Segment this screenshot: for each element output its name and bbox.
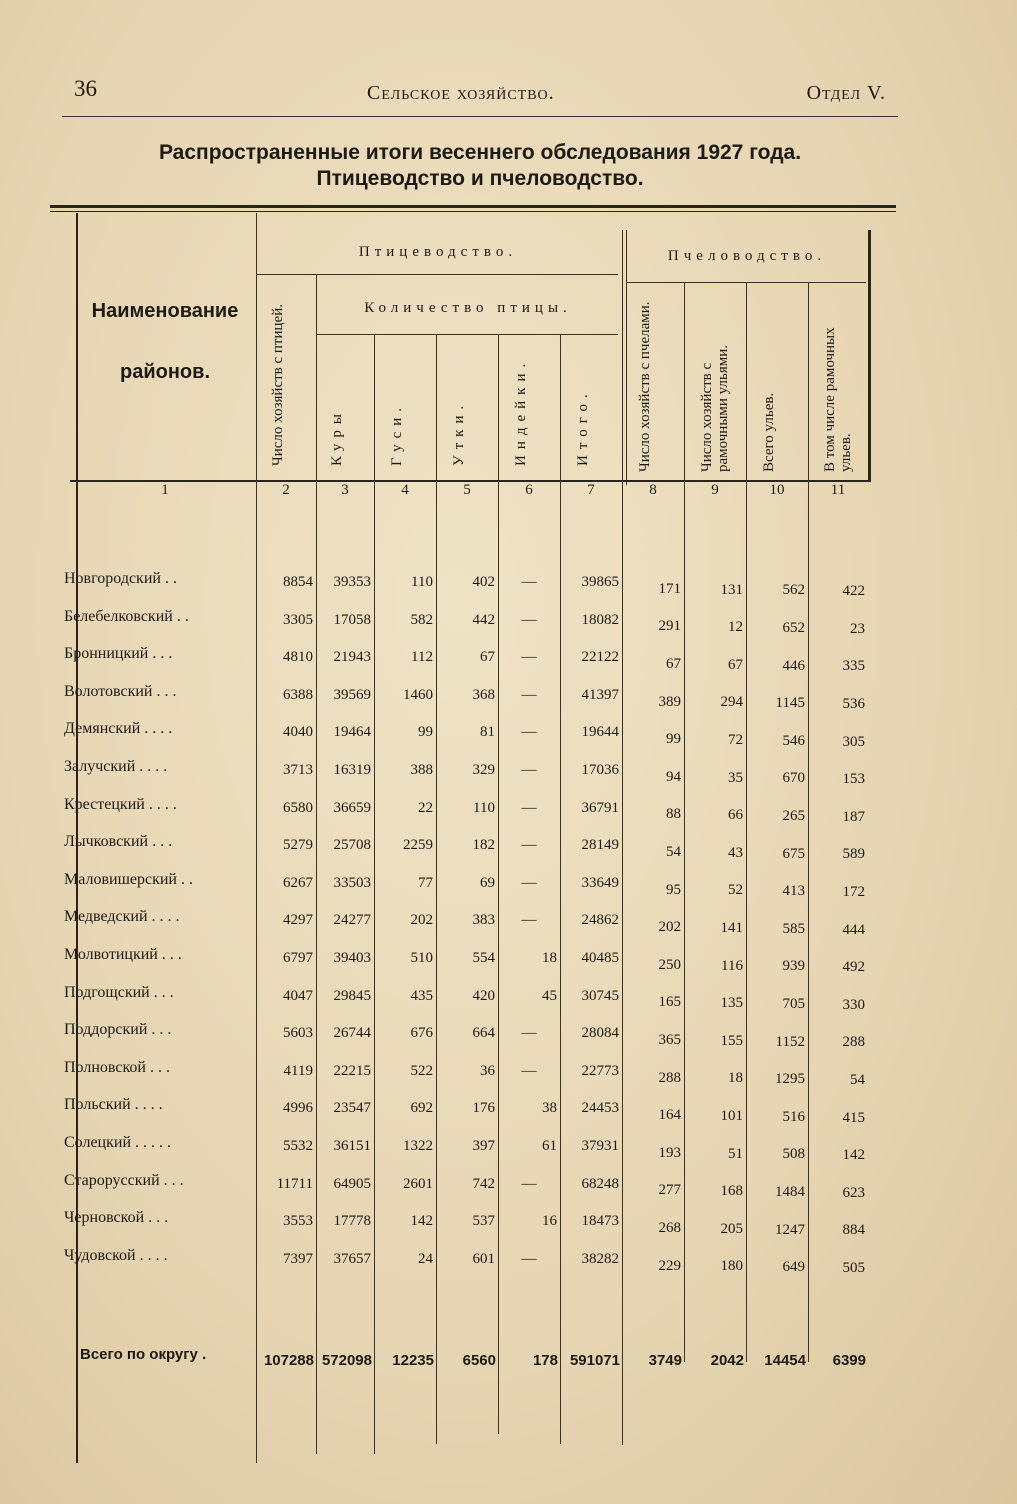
table-cell: 19464 xyxy=(333,724,371,741)
right-border xyxy=(868,230,871,482)
table-cell: 335 xyxy=(842,658,865,675)
table-cell: 176 xyxy=(472,1100,495,1117)
table-cell: 446 xyxy=(782,657,805,674)
table-cell: 22122 xyxy=(581,649,619,666)
title-line-2: Птицеводство и пчеловодство. xyxy=(316,167,644,190)
table-cell: 508 xyxy=(782,1146,805,1163)
table-cell: 2601 xyxy=(403,1175,433,1192)
table-cell: 69 xyxy=(480,874,495,891)
column-header-5: Утки. xyxy=(451,399,467,466)
column-number: 6 xyxy=(525,482,533,498)
running-title: Сельское хозяйство. xyxy=(367,82,555,104)
table-cell: 25708 xyxy=(333,837,371,854)
district-name: Медведский . . . . xyxy=(64,908,180,926)
column-number: 4 xyxy=(401,482,409,498)
table-cell: 23 xyxy=(850,620,865,637)
table-cell: 546 xyxy=(782,732,805,749)
table-cell: 95 xyxy=(666,881,681,898)
table-cell: 676 xyxy=(410,1025,433,1042)
table-cell: 68248 xyxy=(581,1175,619,1192)
table-cell: 16 xyxy=(542,1213,557,1230)
table-cell: 623 xyxy=(842,1184,865,1201)
table-cell: 939 xyxy=(782,958,805,975)
table-cell: 18082 xyxy=(581,611,619,628)
table-cell: 1460 xyxy=(403,686,433,703)
table-cell: 110 xyxy=(473,799,495,816)
table-cell: 582 xyxy=(410,611,433,628)
table-cell: 389 xyxy=(658,693,681,710)
total-cell: 572098 xyxy=(321,1352,372,1369)
table-cell: 413 xyxy=(782,883,805,900)
column-header-9: Число хозяйств с рамочными ульями. xyxy=(699,344,731,472)
table-cell: 61 xyxy=(542,1138,557,1154)
table-cell: 24 xyxy=(418,1250,433,1267)
section-label: Отдел V. xyxy=(806,82,886,104)
column-header-11: В том числе рамочных ульев. xyxy=(822,327,854,472)
table-title xyxy=(60,140,900,192)
table-cell: 368 xyxy=(472,686,495,703)
table-cell: 110 xyxy=(411,574,433,590)
row-header-line-2: районов. xyxy=(120,361,210,383)
district-name: Маловишерский . . xyxy=(64,870,193,888)
table-cell: 2259 xyxy=(403,837,433,854)
page-number: 36 xyxy=(74,76,97,101)
table-cell: 444 xyxy=(842,921,865,938)
title-line-1: Распространенные итоги весеннего обследования 1927 года. xyxy=(158,141,802,164)
column-divider xyxy=(374,334,375,1454)
table-cell: 8854 xyxy=(283,574,313,590)
table-cell: — xyxy=(521,724,537,741)
column-header-2: Число хозяйств с птицей. xyxy=(270,304,286,466)
table-cell: 670 xyxy=(782,770,805,787)
table-cell: 67 xyxy=(728,656,743,673)
table-cell: 562 xyxy=(782,582,805,599)
running-header xyxy=(62,72,898,117)
table-cell: 131 xyxy=(720,581,743,598)
column-divider xyxy=(626,230,627,485)
table-cell: 33503 xyxy=(333,874,371,891)
table-cell: 435 xyxy=(410,987,433,1004)
table-cell: 187 xyxy=(842,808,865,825)
district-name: Залучский . . . . xyxy=(64,758,168,775)
table-cell: 6580 xyxy=(283,799,313,816)
table-cell: 649 xyxy=(782,1259,805,1276)
table-cell: 4297 xyxy=(283,912,313,929)
table-cell: 202 xyxy=(410,912,433,929)
table-cell: — xyxy=(521,874,537,891)
table-cell: 43 xyxy=(728,844,743,861)
table-cell: 1152 xyxy=(775,1033,805,1050)
table-cell: — xyxy=(521,912,537,929)
table-cell: 3305 xyxy=(283,611,313,628)
table-cell: 52 xyxy=(728,882,743,899)
table-cell: 94 xyxy=(666,768,681,785)
table-cell: 16319 xyxy=(333,762,371,778)
district-name: Солецкий . . . . . xyxy=(64,1134,172,1151)
table-cell: 1247 xyxy=(775,1221,805,1238)
district-name: Полновской . . . xyxy=(64,1058,170,1076)
table-cell: 40485 xyxy=(581,950,619,966)
column-header-10: Всего ульев. xyxy=(761,392,777,472)
table-cell: 51 xyxy=(728,1145,743,1162)
district-name: Старорусский . . . xyxy=(64,1171,184,1189)
table-cell: 39403 xyxy=(333,950,371,966)
table-cell: 585 xyxy=(782,920,805,937)
table-cell: 77 xyxy=(418,874,433,891)
table-cell: 265 xyxy=(782,808,805,824)
table-cell: 39569 xyxy=(333,686,371,703)
table-cell: 29845 xyxy=(333,987,371,1004)
birds-subgroup-line xyxy=(316,334,618,335)
district-name: Чудовской . . . . xyxy=(64,1246,168,1264)
table-cell: 422 xyxy=(842,583,865,600)
table-cell: 164 xyxy=(658,1107,681,1124)
table-cell: 11711 xyxy=(276,1175,313,1192)
table-cell: 21943 xyxy=(333,649,371,666)
table-cell: 28149 xyxy=(581,837,619,854)
table-cell: 37931 xyxy=(581,1138,619,1154)
table-cell: 365 xyxy=(658,1032,681,1048)
table-cell: 17036 xyxy=(581,762,619,778)
table-cell: 291 xyxy=(658,618,681,635)
table-cell: 4040 xyxy=(283,724,313,741)
column-number: 7 xyxy=(587,482,595,498)
table-cell: 589 xyxy=(842,846,865,863)
table-cell: 22 xyxy=(418,799,433,816)
top-rule xyxy=(50,205,896,208)
table-cell: 330 xyxy=(842,996,865,1013)
table-cell: 153 xyxy=(842,771,865,788)
district-name: Молвотицкий . . . xyxy=(64,946,182,963)
table-cell: — xyxy=(521,1062,537,1079)
table-cell: 18 xyxy=(542,950,557,966)
table-cell: 142 xyxy=(842,1147,865,1164)
column-number: 11 xyxy=(830,482,846,498)
table-cell: 536 xyxy=(842,696,865,712)
table-cell: 33649 xyxy=(581,874,619,891)
district-name: Бронницкий . . . xyxy=(64,645,173,663)
column-header-7: Итого. xyxy=(575,388,591,466)
column-header-6: Индейки. xyxy=(513,357,529,466)
table-cell: — xyxy=(521,837,537,854)
table-cell: — xyxy=(521,611,537,628)
table-cell: 36659 xyxy=(333,799,371,816)
table-cell: — xyxy=(521,574,537,590)
table-cell: 4996 xyxy=(283,1100,313,1117)
poultry-group-header: Птицеводство. xyxy=(358,244,518,260)
table-cell: 22215 xyxy=(333,1062,371,1079)
poultry-group-line xyxy=(256,274,618,275)
table-cell: 288 xyxy=(658,1069,681,1086)
table-cell: 664 xyxy=(472,1025,495,1042)
total-cell: 6399 xyxy=(832,1352,866,1369)
district-name: Демянский . . . . xyxy=(64,720,173,738)
table-cell: 24453 xyxy=(581,1100,619,1117)
table-cell: 4810 xyxy=(283,649,313,666)
table-cell: 402 xyxy=(472,574,495,590)
table-cell: 99 xyxy=(666,731,681,748)
table-cell: 510 xyxy=(410,950,433,966)
table-cell: 38 xyxy=(542,1100,557,1117)
table-cell: 172 xyxy=(842,884,865,900)
table-cell: 116 xyxy=(721,957,743,974)
table-cell: 165 xyxy=(658,994,681,1011)
table-cell: 168 xyxy=(720,1183,743,1200)
table-cell: 37657 xyxy=(333,1250,371,1267)
table-cell: 229 xyxy=(658,1257,681,1274)
table-cell: 202 xyxy=(658,919,681,936)
table-cell: 81 xyxy=(480,724,495,741)
table-cell: 652 xyxy=(782,620,805,636)
table-cell: 6388 xyxy=(283,686,313,703)
column-header-4: Гуси. xyxy=(389,401,405,466)
table-cell: 180 xyxy=(720,1258,743,1275)
table-cell: 4047 xyxy=(283,987,313,1004)
district-name: Новгородский . . xyxy=(64,570,177,587)
table-cell: 36791 xyxy=(581,799,619,816)
table-cell: 182 xyxy=(472,837,495,854)
bees-group-header: Пчеловодство. xyxy=(667,248,827,264)
table-cell: 112 xyxy=(411,649,433,666)
table-cell: 28084 xyxy=(581,1025,619,1042)
table-cell: 18 xyxy=(728,1070,743,1087)
district-name: Польский . . . . xyxy=(64,1096,163,1114)
table-cell: 22773 xyxy=(581,1062,619,1079)
district-name: Крестецкий . . . . xyxy=(64,795,177,813)
table-cell: 45 xyxy=(542,987,557,1004)
table-cell: 66 xyxy=(728,807,743,824)
table-cell: 288 xyxy=(842,1034,865,1051)
table-cell: 537 xyxy=(472,1213,495,1230)
row-header xyxy=(80,300,250,384)
table-cell: 35 xyxy=(728,769,743,786)
district-name: Белебелковский . . xyxy=(64,607,189,625)
table-cell: 268 xyxy=(658,1220,681,1236)
table-cell: 250 xyxy=(658,956,681,973)
table-cell: 705 xyxy=(782,996,805,1012)
table-cell: 329 xyxy=(472,762,495,778)
table-cell: 7397 xyxy=(283,1250,313,1267)
district-name: Волотовский . . . xyxy=(64,682,177,700)
table-cell: 23547 xyxy=(333,1100,371,1117)
table-cell: 41397 xyxy=(581,686,619,703)
table-cell: 171 xyxy=(658,580,681,597)
table-cell: 36 xyxy=(480,1062,495,1079)
table-cell: — xyxy=(521,762,537,778)
column-number: 1 xyxy=(161,482,169,498)
column-divider xyxy=(316,274,317,1454)
table-cell: 19644 xyxy=(581,724,619,741)
column-header-3: Куры xyxy=(329,408,345,466)
district-name: Лычковский . . . xyxy=(64,833,173,851)
total-cell: 6560 xyxy=(462,1352,496,1369)
table-cell: 1484 xyxy=(775,1184,805,1200)
total-cell: 107288 xyxy=(263,1352,314,1369)
table-cell: 72 xyxy=(728,732,743,748)
total-cell: 14454 xyxy=(764,1352,806,1369)
table-cell: — xyxy=(521,1250,537,1267)
table-cell: 442 xyxy=(472,611,495,628)
table-cell: 5603 xyxy=(283,1025,313,1042)
table-cell: 30745 xyxy=(581,987,619,1004)
table-cell: 205 xyxy=(720,1220,743,1237)
table-cell: — xyxy=(521,799,537,816)
table-cell: 505 xyxy=(842,1260,865,1276)
column-number: 8 xyxy=(649,482,657,498)
table-cell: 5279 xyxy=(283,837,313,854)
table-cell: 415 xyxy=(842,1109,865,1126)
table-cell: 388 xyxy=(410,762,433,778)
table-cell: 54 xyxy=(850,1072,865,1088)
table-cell: 18473 xyxy=(581,1213,619,1230)
total-cell: 178 xyxy=(532,1352,558,1369)
total-cell: 2042 xyxy=(710,1352,744,1369)
table-cell: 305 xyxy=(842,733,865,750)
table-cell: 1295 xyxy=(775,1071,805,1088)
table-cell: 155 xyxy=(720,1032,743,1049)
table-cell: — xyxy=(521,686,537,703)
table-cell: 1145 xyxy=(775,695,805,712)
total-label: Всего по округу . xyxy=(80,1346,207,1363)
table-cell: 6267 xyxy=(283,874,313,891)
table-cell: 3713 xyxy=(283,762,313,778)
row-header-line-1: Наименование xyxy=(91,300,239,322)
table-cell: 38282 xyxy=(581,1250,619,1267)
table-cell: 24277 xyxy=(333,912,371,929)
table-cell: 383 xyxy=(472,912,495,929)
table-cell: 24862 xyxy=(581,912,619,929)
table-cell: 6797 xyxy=(283,950,313,966)
total-cell: 3749 xyxy=(648,1352,682,1369)
table-cell: 99 xyxy=(418,724,433,741)
table-cell: 39865 xyxy=(581,574,619,590)
district-name: Поддорский . . . xyxy=(64,1021,172,1039)
top-rule-thin xyxy=(50,211,896,212)
column-header-8: Число хозяйств с пчелами. xyxy=(637,301,653,472)
table-cell: 884 xyxy=(842,1222,865,1239)
table-cell: 67 xyxy=(666,656,681,672)
table-cell: 17778 xyxy=(333,1213,371,1230)
table-cell: 554 xyxy=(472,950,495,966)
table-cell: — xyxy=(521,649,537,666)
table-cell: 36151 xyxy=(333,1138,371,1154)
district-name: Черновской . . . xyxy=(64,1209,169,1227)
table-cell: 1322 xyxy=(403,1138,433,1154)
total-cell: 591071 xyxy=(569,1352,620,1369)
table-cell: 12 xyxy=(728,619,743,636)
table-cell: 135 xyxy=(720,995,743,1012)
table-cell: 397 xyxy=(472,1138,495,1154)
table-cell: 601 xyxy=(472,1250,495,1267)
column-number: 3 xyxy=(341,482,349,498)
table-cell: — xyxy=(521,1025,537,1042)
table-cell: 294 xyxy=(720,694,743,711)
table-cell: 193 xyxy=(658,1144,681,1161)
table-cell: 4119 xyxy=(283,1062,313,1079)
table-cell: 5532 xyxy=(283,1138,313,1154)
birds-subgroup-header: Количество птицы. xyxy=(364,300,572,316)
table-cell: 88 xyxy=(666,806,681,823)
table-cell: 141 xyxy=(720,920,743,936)
table-cell: 142 xyxy=(410,1213,433,1230)
table-cell: 522 xyxy=(410,1062,433,1079)
column-number: 10 xyxy=(769,482,785,498)
table-cell: 54 xyxy=(666,844,681,860)
table-cell: 492 xyxy=(842,959,865,976)
table-cell: 516 xyxy=(782,1108,805,1125)
table-cell: 101 xyxy=(720,1108,743,1124)
column-number: 9 xyxy=(711,482,719,498)
table-cell: 420 xyxy=(472,987,495,1004)
table-cell: — xyxy=(521,1175,537,1192)
table-cell: 67 xyxy=(480,649,495,666)
table-cell: 64905 xyxy=(333,1175,371,1192)
table-cell: 26744 xyxy=(333,1025,371,1042)
table-cell: 742 xyxy=(472,1175,495,1192)
total-cell: 12235 xyxy=(392,1352,434,1369)
table-cell: 692 xyxy=(410,1100,433,1117)
table-cell: 3553 xyxy=(283,1213,313,1230)
column-number: 2 xyxy=(282,482,290,498)
table-cell: 277 xyxy=(658,1182,681,1199)
column-number: 5 xyxy=(463,482,471,498)
table-cell: 17058 xyxy=(333,611,371,628)
table-cell: 39353 xyxy=(333,574,371,590)
table-cell: 675 xyxy=(782,845,805,862)
district-name: Подгощский . . . xyxy=(64,983,174,1001)
